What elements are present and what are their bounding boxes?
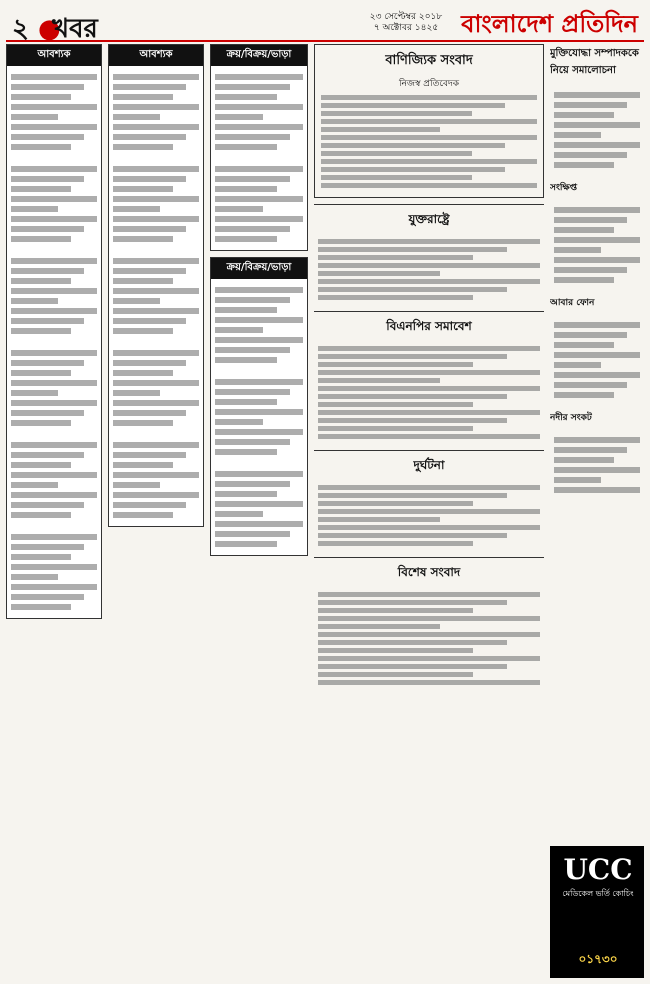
date-line-1: ২৩ সেপ্টেম্বর ২০১৮ bbox=[369, 12, 443, 22]
article-heading: বিশেষ সংবাদ bbox=[397, 565, 461, 579]
masthead bbox=[6, 6, 644, 42]
ad-phone: ০১৭৩০ bbox=[578, 952, 618, 966]
classified-title: ক্রয়/বিক্রয়/ভাড়া bbox=[211, 45, 307, 66]
classified-box bbox=[210, 257, 308, 556]
right-headline: মুক্তিযোদ্ধা সম্পাদককে নিয়ে সমালোচনা bbox=[550, 48, 639, 76]
right-subhead: নদীর সংকট bbox=[550, 413, 592, 423]
classified-column-2 bbox=[108, 44, 204, 978]
divider bbox=[314, 311, 544, 312]
classified-lines bbox=[211, 66, 307, 250]
right-subhead: আবার ফোন bbox=[550, 298, 595, 308]
classified-lines bbox=[109, 66, 203, 526]
ucc-logo: UCC bbox=[563, 853, 633, 886]
classified-box bbox=[6, 44, 102, 619]
classified-title: ক্রয়/বিক্রয়/ভাড়া bbox=[211, 258, 307, 279]
article-body bbox=[314, 587, 544, 690]
right-lines bbox=[550, 199, 644, 291]
ad-tagline: মেডিকেল ভর্তি কোচিং bbox=[562, 889, 634, 898]
right-subhead: সংক্ষিপ্ত bbox=[550, 183, 578, 193]
classified-title: আবশ্যক bbox=[109, 45, 203, 66]
brand-logo: বাংলাদেশ প্রতিদিন bbox=[461, 9, 638, 38]
divider bbox=[314, 450, 544, 451]
page-number-text: ২ bbox=[12, 14, 29, 44]
feature-meta: নিজস্ব প্রতিবেদক bbox=[398, 79, 460, 89]
ucc-ad bbox=[550, 846, 644, 978]
content-grid bbox=[6, 44, 644, 978]
feature-article bbox=[314, 44, 544, 198]
divider bbox=[314, 557, 544, 558]
classified-title: আবশ্যক bbox=[7, 45, 101, 66]
article-body bbox=[314, 234, 544, 305]
feature-headline: বাণিজ্যিক সংবাদ bbox=[385, 53, 473, 68]
right-lines bbox=[550, 84, 644, 176]
classified-box bbox=[210, 44, 308, 251]
feature-body bbox=[321, 95, 537, 188]
middle-column bbox=[314, 44, 544, 978]
classified-box bbox=[108, 44, 204, 527]
classified-lines bbox=[211, 279, 307, 555]
classified-lines bbox=[7, 66, 101, 618]
date-line-2: ৭ অক্টোবর ১৪২৫ bbox=[373, 23, 439, 33]
divider bbox=[314, 204, 544, 205]
right-lines bbox=[550, 314, 644, 406]
article-heading: দুর্ঘটনা bbox=[413, 458, 445, 472]
bullet-dot: ● bbox=[28, 14, 61, 44]
article-heading: যুক্তরাষ্ট্রে bbox=[408, 212, 450, 226]
classified-column-1 bbox=[6, 44, 102, 978]
classified-column-3 bbox=[210, 44, 308, 978]
article-heading: বিএনপির সমাবেশ bbox=[386, 319, 472, 333]
article-body bbox=[314, 341, 544, 444]
article-body bbox=[314, 480, 544, 551]
section-title: খবর bbox=[52, 14, 98, 44]
right-column bbox=[550, 44, 644, 978]
right-lines bbox=[550, 429, 644, 501]
